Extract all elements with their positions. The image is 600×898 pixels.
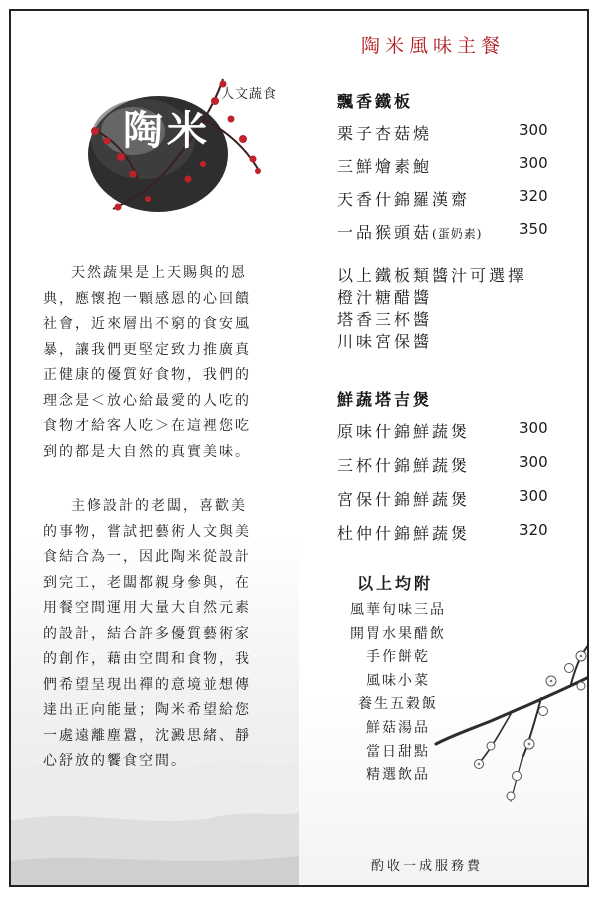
menu-item-price: 300	[519, 487, 548, 505]
menu-item-name	[337, 220, 482, 243]
menu-item-name: 原味什錦鮮蔬煲	[337, 422, 471, 441]
intro-line: 用餐空間運用大量大自然元素	[43, 600, 251, 616]
menu-item-name: 三杯什錦鮮蔬煲	[337, 456, 471, 475]
intro-line: 們希望呈現出禪的意境並想傳	[43, 676, 251, 693]
intro-line: 到完工，老闆都親身參與，在	[43, 574, 251, 591]
intro-line: 一處遠離塵囂，沈澱思緒、靜	[43, 727, 251, 744]
included-item: 開胃水果醋飲	[350, 625, 446, 642]
menu-item-name	[337, 154, 432, 177]
intro-line: 食物才給客人吃＞在這裡您吃	[43, 418, 251, 434]
dish-name: 三鮮燴素鮑	[337, 157, 433, 176]
included-title: 以上均附	[357, 574, 434, 593]
menu-item-name: 宮保什錦鮮蔬煲	[337, 490, 471, 509]
intro-line: 理念是＜放心給最愛的人吃的	[43, 392, 251, 409]
section-title-tajine: 鮮蔬塔吉煲	[337, 390, 433, 409]
included-item: 養生五穀飯	[358, 696, 438, 713]
sauce-option: 川味宮保醬	[337, 332, 433, 351]
menu-item-name	[337, 121, 432, 144]
included-item: 手作餅乾	[366, 649, 430, 666]
dish-note: (蛋奶素)	[432, 227, 483, 241]
intro-line: 典，應懷抱一顆感恩的心回饋	[43, 290, 251, 307]
intro-paragraph-2	[43, 494, 279, 775]
menu-item-price: 300	[519, 419, 548, 437]
intro-paragraph-1	[43, 261, 279, 465]
intro-line: 到的都是大自然的真實美味。	[43, 443, 251, 460]
brand-tagline: 人文蔬食	[221, 87, 278, 102]
dish-name: 栗子杏菇燒	[337, 124, 433, 143]
included-item: 風味小菜	[366, 672, 430, 689]
menu-item-price: 300	[519, 121, 548, 139]
intro-line: 達出正向能量；陶米希望給您	[43, 702, 251, 718]
section-title-teppanyaki: 飄香鐵板	[337, 92, 414, 111]
menu-page	[9, 9, 589, 887]
menu-item-price: 320	[519, 521, 548, 539]
menu-item-price: 320	[519, 187, 548, 205]
service-charge-note: 酌收一成服務費	[371, 859, 484, 874]
included-item: 風華旬味三品	[350, 602, 446, 618]
menu-item-price: 350	[519, 220, 548, 238]
dish-name: 天香什錦羅漢齋	[337, 190, 471, 209]
intro-line: 天然蔬果是上天賜與的恩	[71, 265, 247, 281]
dish-name: 一品猴頭菇	[337, 223, 433, 242]
intro-line: 心舒放的饗食空間。	[43, 753, 187, 769]
menu-item-name	[337, 187, 470, 210]
intro-line: 正健康的優質好食物，我們的	[43, 367, 251, 383]
plum-branch-illustration	[431, 636, 589, 806]
menu-item-price: 300	[519, 453, 548, 471]
intro-line: 主修設計的老闆，喜歡美	[71, 498, 247, 514]
sauce-intro: 以上鐵板類醬汁可選擇	[337, 266, 528, 285]
included-item: 精選飲品	[366, 767, 430, 784]
included-item: 當日甜點	[366, 743, 430, 760]
intro-line: 的創作，藉由空間和食物，我	[43, 651, 251, 667]
menu-item-name: 杜仲什錦鮮蔬煲	[337, 524, 471, 543]
included-item: 鮮菇湯品	[366, 719, 430, 736]
sauce-option: 塔香三杯醬	[337, 310, 433, 329]
menu-item-price: 300	[519, 154, 548, 172]
intro-line: 暴，讓我們更堅定致力推廣真	[43, 341, 251, 358]
sauce-option: 橙汁糖醋醬	[337, 288, 433, 307]
intro-line: 的設計，結合許多優質藝術家	[43, 625, 251, 642]
menu-title: 陶米風味主餐	[361, 35, 506, 57]
intro-line: 食結合為一，因此陶米從設計	[43, 549, 251, 565]
intro-line: 的事物，嘗試把藝術人文與美	[43, 523, 251, 540]
logo-text: 陶米	[123, 107, 211, 154]
intro-line: 社會，近來層出不窮的食安風	[43, 316, 251, 332]
